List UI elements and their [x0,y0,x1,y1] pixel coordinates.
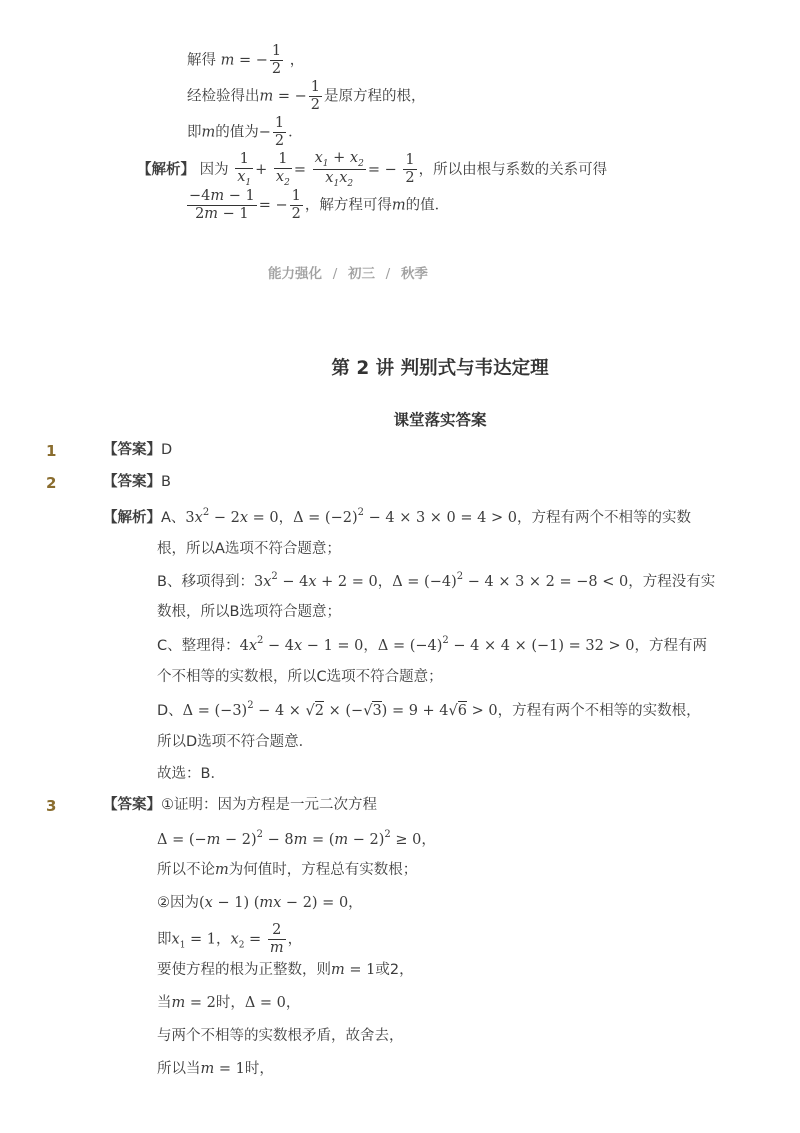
q2-answer: 【答案】B [103,474,171,490]
analysis-label: 【解析】 [137,161,195,178]
q2-analysis-a-line2: 根，所以A选项不符合题意； [157,541,341,557]
q3-line-4: ②因为(x − 1) (mx − 2) = 0， [157,895,363,911]
q2-analysis-b: B、移项得到：$3x^2 - 4x + 2 = 0$，$\Delta = (-4)^2 - 4 \times 3 \times 2 = -8 < 0$，方程没有实 [157,571,716,590]
q3-line-7: 当m = 2时，Δ = 0， [157,995,301,1011]
top-line-1: 解得 m = − $\frac{1}{2}$ ， [187,43,305,77]
q2-analysis-c-line2: 个不相等的实数根，所以C选项不符合题意； [157,669,443,685]
q2-analysis-c: C、整理得：$4x^2 - 4x - 1 = 0$，$\Delta = (-4)^2 - 4 \times 4 \times (-1) = 32 > 0$，方程有两 [157,635,707,654]
q2-conclusion: 故选：B． [157,766,225,782]
question-number-2: 2 [46,474,57,492]
lecture-title: 第 2 讲 判别式与韦达定理 [331,358,549,379]
q2-analysis-a: 【解析】A、$3x^2 - 2x = 0$，$\Delta = (-2)^2 - 4 \times 3 \times 0 = 4 > 0$，方程有两个不相等的实数 [103,507,691,526]
q1-answer: 【答案】D [103,442,173,458]
question-number-1: 1 [46,442,57,460]
q2-analysis-d-line2: 所以D选项不符合题意． [157,734,314,750]
q3-line-5: 即$x_1 = 1$，$x_2$ = $\frac{2}{m}$ ， [157,922,303,956]
q3-line-9: 所以当m = 1时， [157,1061,274,1077]
q3-line-2: $\Delta = (-m - 2)^2 - 8m = (m - 2)^2 \ge 0$， [157,829,436,848]
q3-answer-line-1: 【答案】①证明：因为方程是一元二次方程 [103,797,377,813]
page-footer: 能力强化 / 初三 / 秋季 [268,266,428,282]
q3-line-3: 所以不论m为何值时，方程总有实数根； [157,862,418,878]
q3-line-6: 要使方程的根为正整数，则m = 1或2， [157,962,414,978]
q3-line-8: 与两个不相等的实数根矛盾，故舍去， [157,1028,404,1044]
top-analysis-line-1: 【解析】 因为 $\frac{1}{x_1}$ + $\frac{1}{x_2}$ = $\frac{x_1 + x_2}{x_1x_2}$ = − $\frac{1}{2}$ ，所以由根与系数的关系可得 [137,150,608,190]
section-title: 课堂落实答案 [393,411,487,429]
top-line-3: 即m的值为− $\frac{1}{2}$ ． [187,115,303,149]
q2-analysis-b-line2: 数根，所以B选项符合题意； [157,604,341,620]
question-number-3: 3 [46,797,57,815]
top-analysis-line-2: $\frac{-4m - 1}{2m - 1}$ = − $\frac{1}{2}$ ，解方程可得m的值． [189,188,450,222]
q2-analysis-d: D、$\Delta = (-3)^2 - 4 \times √2 \times (-√3) = 9 + 4√6 > 0$，方程有两个不相等的实数根， [157,700,701,719]
top-line-2: 经检验得出m = − $\frac{1}{2}$ 是原方程的根， [187,79,426,113]
